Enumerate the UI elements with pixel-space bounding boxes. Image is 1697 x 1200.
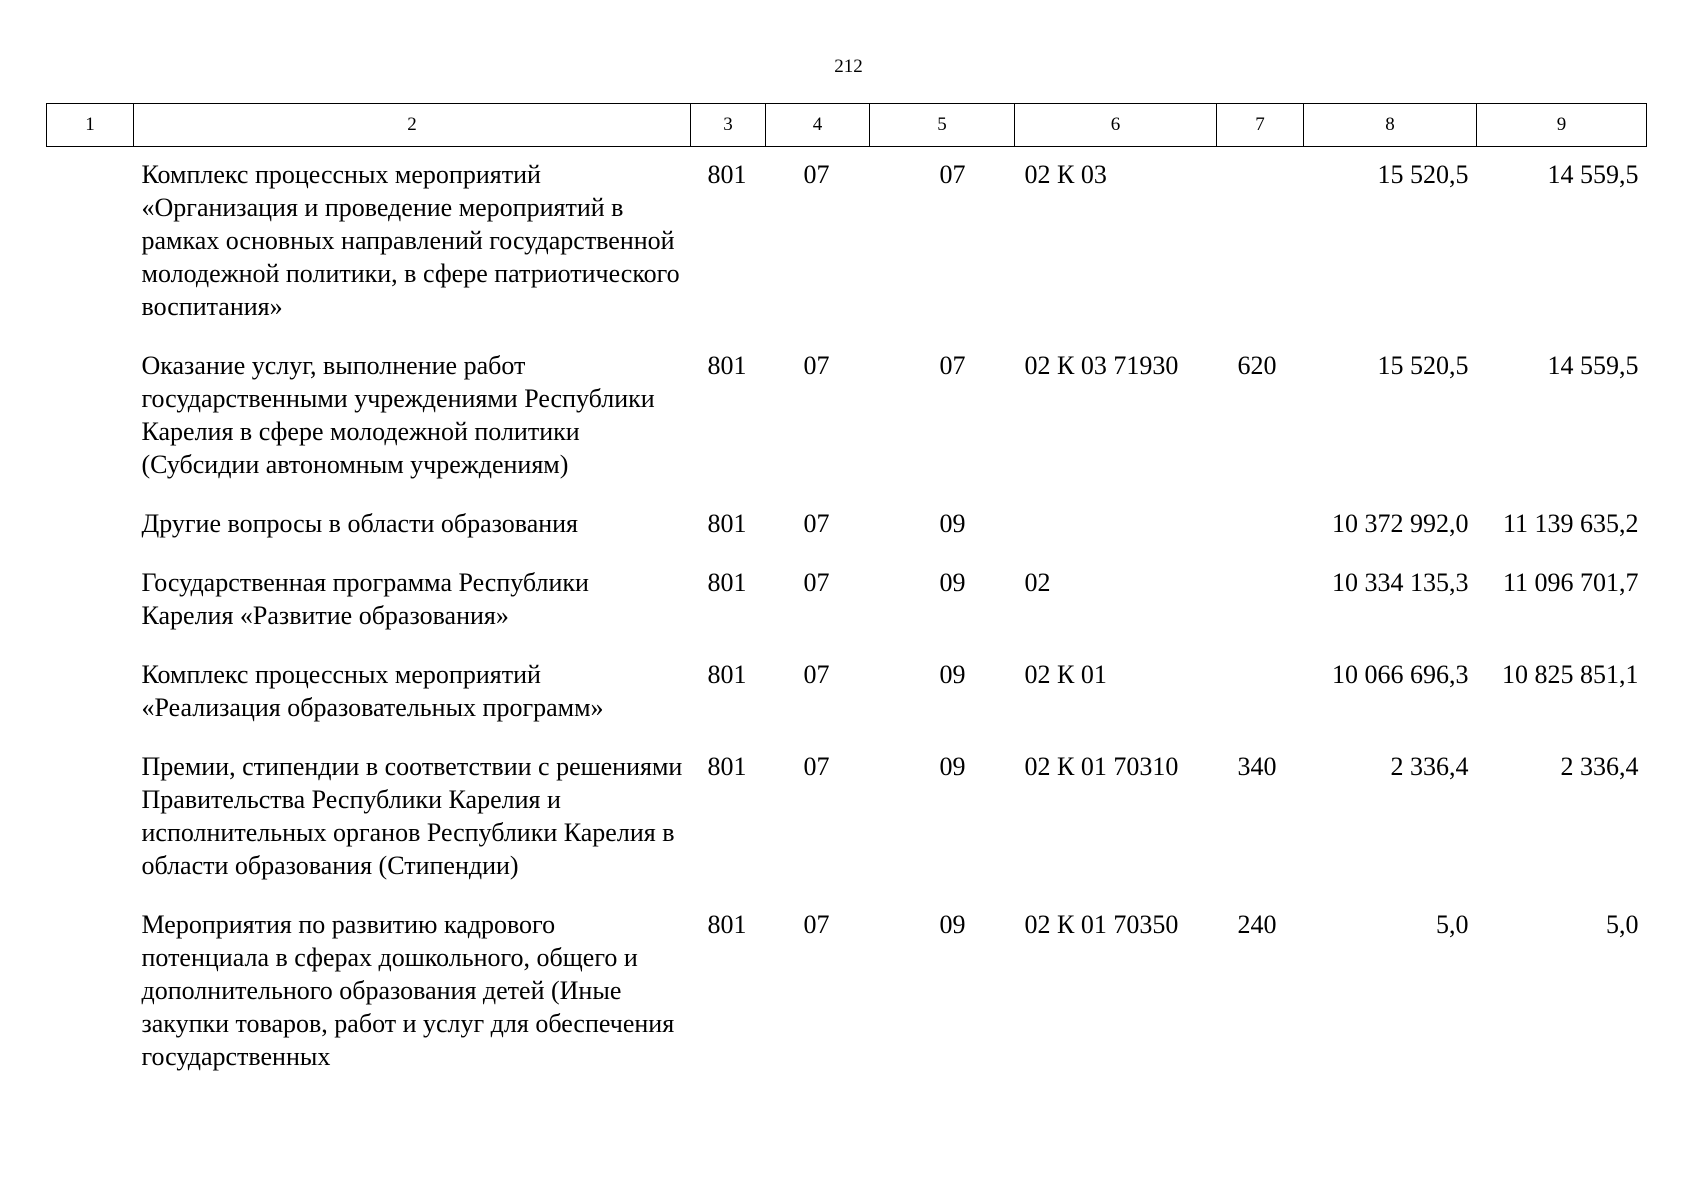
- table-row: [47, 897, 1647, 1088]
- row-name: Мероприятия по развитию кадрового потенциала в сферах дошкольного, общего и дополнительного образования детей (Иные закупки товаров, работ и услуг для обеспечения государственных: [141, 910, 675, 1071]
- row-vr: [1217, 555, 1304, 647]
- row-grbs: 801: [707, 910, 747, 939]
- row-pr: 09: [939, 660, 966, 689]
- row-grbs: 801: [707, 160, 747, 189]
- row-grbs: 801: [707, 752, 747, 781]
- row-sum-1: 10 334 135,3: [1332, 568, 1469, 597]
- row-pr: 09: [939, 509, 966, 538]
- table-row: [47, 647, 1647, 739]
- row-csr: 02 К 03 71930: [1024, 351, 1179, 380]
- row-csr: 02 К 03: [1024, 160, 1107, 189]
- header-col-9: 9: [1477, 104, 1647, 147]
- row-name: Другие вопросы в области образования: [141, 509, 579, 538]
- row-pr: 07: [939, 351, 966, 380]
- row-csr: 02 К 01 70310: [1024, 752, 1179, 781]
- header-col-4: 4: [766, 104, 870, 147]
- row-sum-2: 2 336,4: [1560, 752, 1639, 781]
- budget-table: [46, 103, 1647, 1088]
- row-rz: 07: [803, 160, 830, 189]
- row-name: Комплекс процессных мероприятий «Реализация образовательных программ»: [141, 660, 604, 722]
- row-sum-1: 10 372 992,0: [1332, 509, 1469, 538]
- header-col-3: 3: [691, 104, 766, 147]
- row-pr: 09: [939, 752, 966, 781]
- row-csr: 02 К 01: [1024, 660, 1107, 689]
- row-sum-1: 15 520,5: [1377, 160, 1469, 189]
- header-col-8: 8: [1304, 104, 1477, 147]
- row-index-cell: [47, 555, 134, 647]
- row-name: Комплекс процессных мероприятий «Организация и проведение мероприятий в рамках основных направлений государственной молодежной политики, в сфере патриотического воспитания»: [141, 160, 680, 321]
- row-name: Премии, стипендии в соответствии с решениями Правительства Республики Карелия и исполнительных органов Республики Карелия в области образования (Стипендии): [141, 752, 683, 880]
- row-grbs: 801: [707, 660, 747, 689]
- row-rz: 07: [803, 351, 830, 380]
- row-pr: 09: [939, 910, 966, 939]
- row-index-cell: [47, 338, 134, 496]
- row-vr: [1217, 647, 1304, 739]
- row-sum-2: 5,0: [1606, 910, 1639, 939]
- table-row: [47, 338, 1647, 496]
- row-index-cell: [47, 647, 134, 739]
- row-rz: 07: [803, 752, 830, 781]
- row-csr: 02 К 01 70350: [1024, 910, 1179, 939]
- table-header: [47, 104, 1647, 147]
- row-vr: 620: [1237, 351, 1277, 380]
- header-row: [47, 104, 1647, 147]
- page-number: 212: [834, 56, 863, 77]
- row-vr: [1217, 496, 1304, 555]
- row-index-cell: [47, 897, 134, 1088]
- header-col-6: 6: [1015, 104, 1217, 147]
- row-pr: 09: [939, 568, 966, 597]
- row-rz: 07: [803, 568, 830, 597]
- row-sum-1: 2 336,4: [1390, 752, 1469, 781]
- header-col-1: 1: [47, 104, 134, 147]
- row-sum-1: 5,0: [1436, 910, 1469, 939]
- row-sum-1: 10 066 696,3: [1332, 660, 1469, 689]
- row-rz: 07: [803, 509, 830, 538]
- row-index-cell: [47, 739, 134, 897]
- row-sum-1: 15 520,5: [1377, 351, 1469, 380]
- row-index-cell: [47, 147, 134, 339]
- row-index-cell: [47, 496, 134, 555]
- row-grbs: 801: [707, 351, 747, 380]
- row-csr: 02: [1024, 568, 1051, 597]
- table-row: [47, 147, 1647, 339]
- row-vr: [1217, 147, 1304, 339]
- header-col-5: 5: [870, 104, 1015, 147]
- row-grbs: 801: [707, 568, 747, 597]
- row-rz: 07: [803, 660, 830, 689]
- row-vr: 240: [1237, 910, 1277, 939]
- row-grbs: 801: [707, 509, 747, 538]
- row-sum-2: 11 139 635,2: [1502, 509, 1639, 538]
- row-name: Государственная программа Республики Карелия «Развитие образования»: [141, 568, 589, 630]
- header-col-2: 2: [134, 104, 691, 147]
- row-csr: [1015, 496, 1217, 555]
- table-row: [47, 496, 1647, 555]
- row-vr: 340: [1237, 752, 1277, 781]
- row-name: Оказание услуг, выполнение работ государственными учреждениями Республики Карелия в сфере молодежной политики (Субсидии автономным учреждениям): [141, 351, 655, 479]
- row-sum-2: 14 559,5: [1547, 351, 1639, 380]
- row-sum-2: 10 825 851,1: [1502, 660, 1639, 689]
- header-col-7: 7: [1217, 104, 1304, 147]
- table-row: [47, 739, 1647, 897]
- row-pr: 07: [939, 160, 966, 189]
- table-row: [47, 555, 1647, 647]
- row-rz: 07: [803, 910, 830, 939]
- table-body: [47, 147, 1647, 1089]
- row-sum-2: 14 559,5: [1547, 160, 1639, 189]
- row-sum-2: 11 096 701,7: [1502, 568, 1639, 597]
